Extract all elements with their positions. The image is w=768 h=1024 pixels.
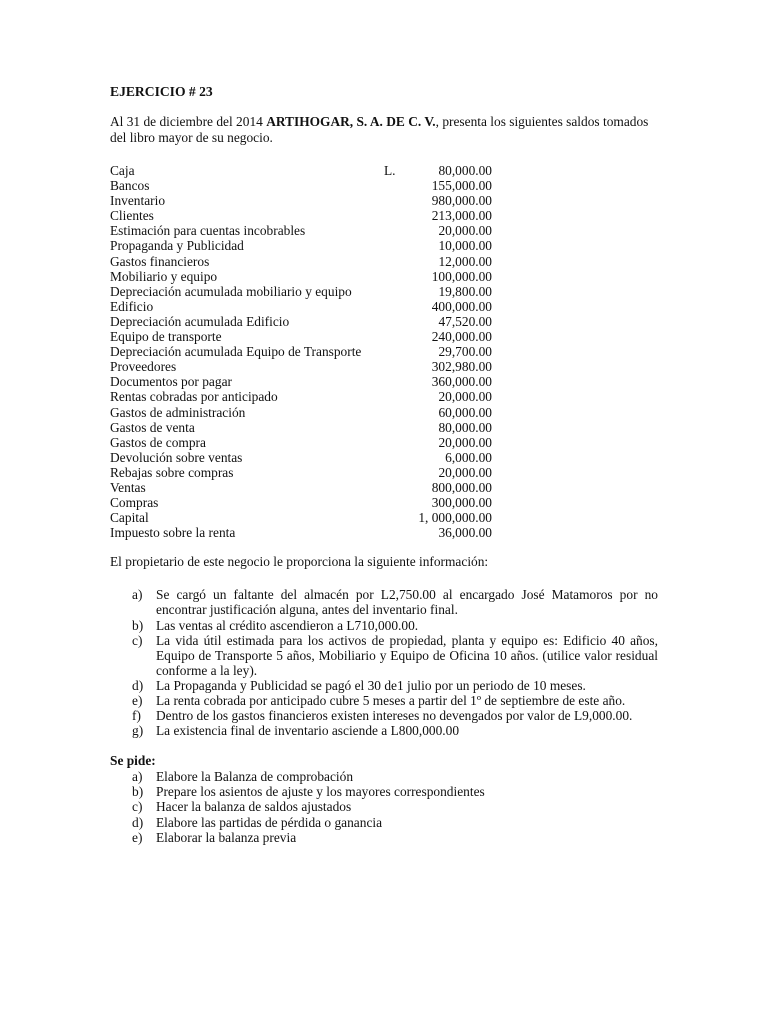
item-text: Elaborar la balanza previa (156, 829, 297, 845)
ledger-row (110, 223, 658, 238)
item-letter: b) (132, 784, 144, 800)
requirement-item (110, 799, 658, 814)
account-name: Documentos por pagar (110, 374, 232, 390)
account-amount: 29,700.00 (438, 344, 492, 360)
account-amount: 20,000.00 (438, 464, 492, 480)
account-amount: 80,000.00 (438, 163, 492, 178)
ledger-row (110, 254, 658, 269)
account-amount: 1, 000,000.00 (418, 510, 492, 526)
info-intro: El propietario de este negocio le proporciona la siguiente información: (110, 554, 489, 570)
ledger-row (110, 389, 658, 404)
ledger-row (110, 299, 658, 314)
ledger-balances (110, 163, 658, 540)
account-name: Rentas cobradas por anticipado (110, 389, 278, 405)
item-text: La vida útil estimada para los activos de propiedad, planta y equipo es: Edificio 40 años, Equipo de Transporte 5 años, Mobiliario y Equipo de Oficina 10 años. (utilice valor residual conforme a la ley). (156, 632, 658, 678)
info-list (110, 587, 658, 738)
info-item (110, 693, 658, 708)
account-name: Caja (110, 163, 135, 178)
item-text: Elabore las partidas de pérdida o ganancia (156, 814, 383, 830)
account-name: Estimación para cuentas incobrables (110, 223, 306, 239)
item-text: La existencia final de inventario asciende a L800,000.00 (156, 723, 460, 739)
item-letter: d) (132, 677, 144, 693)
ledger-row (110, 495, 658, 510)
account-name: Edificio (110, 298, 154, 314)
ledger-row (110, 208, 658, 223)
company-name: ARTIHOGAR, S. A. DE C. V. (266, 114, 436, 129)
ledger-row (110, 178, 658, 193)
ledger-row (110, 435, 658, 450)
account-amount: 12,000.00 (438, 253, 492, 269)
ledger-row (110, 525, 658, 540)
requirement-item (110, 815, 658, 830)
intro-text-after: , presenta los siguientes saldos tomados del libro mayor de su negocio. (110, 114, 649, 145)
account-amount: 19,800.00 (438, 283, 492, 299)
ledger-row (110, 269, 658, 284)
info-item (110, 633, 658, 678)
account-amount: 10,000.00 (438, 238, 492, 254)
account-name: Proveedores (110, 359, 177, 375)
currency-symbol: L. (384, 163, 396, 178)
account-amount: 60,000.00 (438, 404, 492, 420)
item-text: Se cargó un faltante del almacén por L2,750.00 al encargado José Matamoros por no encontrar justificación alguna, antes del inventario final. (156, 587, 658, 618)
item-letter: d) (132, 814, 144, 830)
item-letter: a) (132, 587, 143, 603)
item-letter: f) (132, 708, 141, 724)
ledger-row (110, 510, 658, 525)
requirement-item (110, 784, 658, 799)
account-amount: 20,000.00 (438, 389, 492, 405)
exercise-title: EJERCICIO # 23 (110, 84, 213, 99)
info-item (110, 723, 658, 738)
account-amount: 36,000.00 (438, 525, 492, 541)
account-name: Gastos de administración (110, 404, 246, 420)
account-amount: 240,000.00 (431, 329, 492, 345)
account-name: Compras (110, 495, 159, 511)
account-name: Depreciación acumulada Edificio (110, 313, 290, 329)
intro-paragraph (110, 114, 658, 146)
item-letter: c) (132, 632, 143, 648)
ledger-row (110, 163, 658, 178)
ledger-row (110, 284, 658, 299)
account-name: Gastos de compra (110, 434, 206, 450)
ledger-row (110, 480, 658, 495)
requirement-item (110, 830, 658, 845)
account-name: Rebajas sobre compras (110, 464, 234, 480)
document-page (110, 84, 658, 845)
account-amount: 20,000.00 (438, 434, 492, 450)
intro-text-before: Al 31 de diciembre del 2014 (110, 114, 267, 129)
account-name: Clientes (110, 208, 154, 224)
ledger-row (110, 359, 658, 374)
item-text: La Propaganda y Publicidad se pagó el 30 de1 julio por un periodo de 10 meses. (156, 677, 586, 693)
account-amount: 47,520.00 (438, 313, 492, 329)
ledger-row (110, 465, 658, 480)
account-name: Capital (110, 510, 149, 526)
account-name: Devolución sobre ventas (110, 449, 243, 465)
requirement-item (110, 769, 658, 784)
ledger-row (110, 329, 658, 344)
requirements-title: Se pide: (110, 753, 156, 769)
account-amount: 155,000.00 (431, 178, 492, 194)
item-letter: a) (132, 769, 143, 785)
account-amount: 300,000.00 (431, 495, 492, 511)
account-amount: 20,000.00 (438, 223, 492, 239)
item-letter: b) (132, 617, 144, 633)
account-name: Ventas (110, 479, 146, 495)
account-name: Bancos (110, 178, 150, 194)
ledger-row (110, 193, 658, 208)
ledger-row (110, 405, 658, 420)
ledger-row (110, 450, 658, 465)
account-amount: 360,000.00 (431, 374, 492, 390)
account-name: Gastos financieros (110, 253, 210, 269)
item-letter: c) (132, 799, 143, 815)
item-letter: e) (132, 829, 143, 845)
account-amount: 302,980.00 (431, 359, 492, 375)
ledger-row (110, 420, 658, 435)
account-amount: 80,000.00 (438, 419, 492, 435)
item-letter: e) (132, 693, 143, 708)
requirements-list (110, 769, 658, 844)
info-item (110, 678, 658, 693)
account-name: Inventario (110, 193, 166, 209)
account-name: Equipo de transporte (110, 329, 222, 345)
info-item (110, 618, 658, 633)
ledger-row (110, 374, 658, 389)
ledger-row (110, 344, 658, 359)
account-name: Propaganda y Publicidad (110, 238, 244, 254)
account-name: Depreciación acumulada Equipo de Transporte (110, 344, 362, 360)
account-amount: 400,000.00 (431, 298, 492, 314)
item-text: Prepare los asientos de ajuste y los mayores correspondientes (156, 784, 485, 800)
account-amount: 100,000.00 (431, 268, 492, 284)
ledger-row (110, 238, 658, 253)
item-text: Elabore la Balanza de comprobación (156, 769, 354, 785)
account-name: Gastos de venta (110, 419, 195, 435)
account-name: Impuesto sobre la renta (110, 525, 236, 541)
account-amount: 213,000.00 (431, 208, 492, 224)
info-item (110, 708, 658, 723)
item-text: Las ventas al crédito ascendieron a L710,000.00. (156, 617, 419, 633)
item-text: Hacer la balanza de saldos ajustados (156, 799, 352, 815)
item-letter: g) (132, 723, 144, 739)
account-name: Depreciación acumulada mobiliario y equipo (110, 283, 352, 299)
item-text: Dentro de los gastos financieros existen intereses no devengados por valor de L9,000.00. (156, 708, 633, 724)
account-amount: 6,000.00 (445, 449, 492, 465)
ledger-row (110, 314, 658, 329)
account-amount: 800,000.00 (431, 479, 492, 495)
account-amount: 980,000.00 (431, 193, 492, 209)
item-text: La renta cobrada por anticipado cubre 5 meses a partir del 1º de septiembre de este año. (156, 693, 626, 708)
account-name: Mobiliario y equipo (110, 268, 218, 284)
info-item (110, 587, 658, 617)
